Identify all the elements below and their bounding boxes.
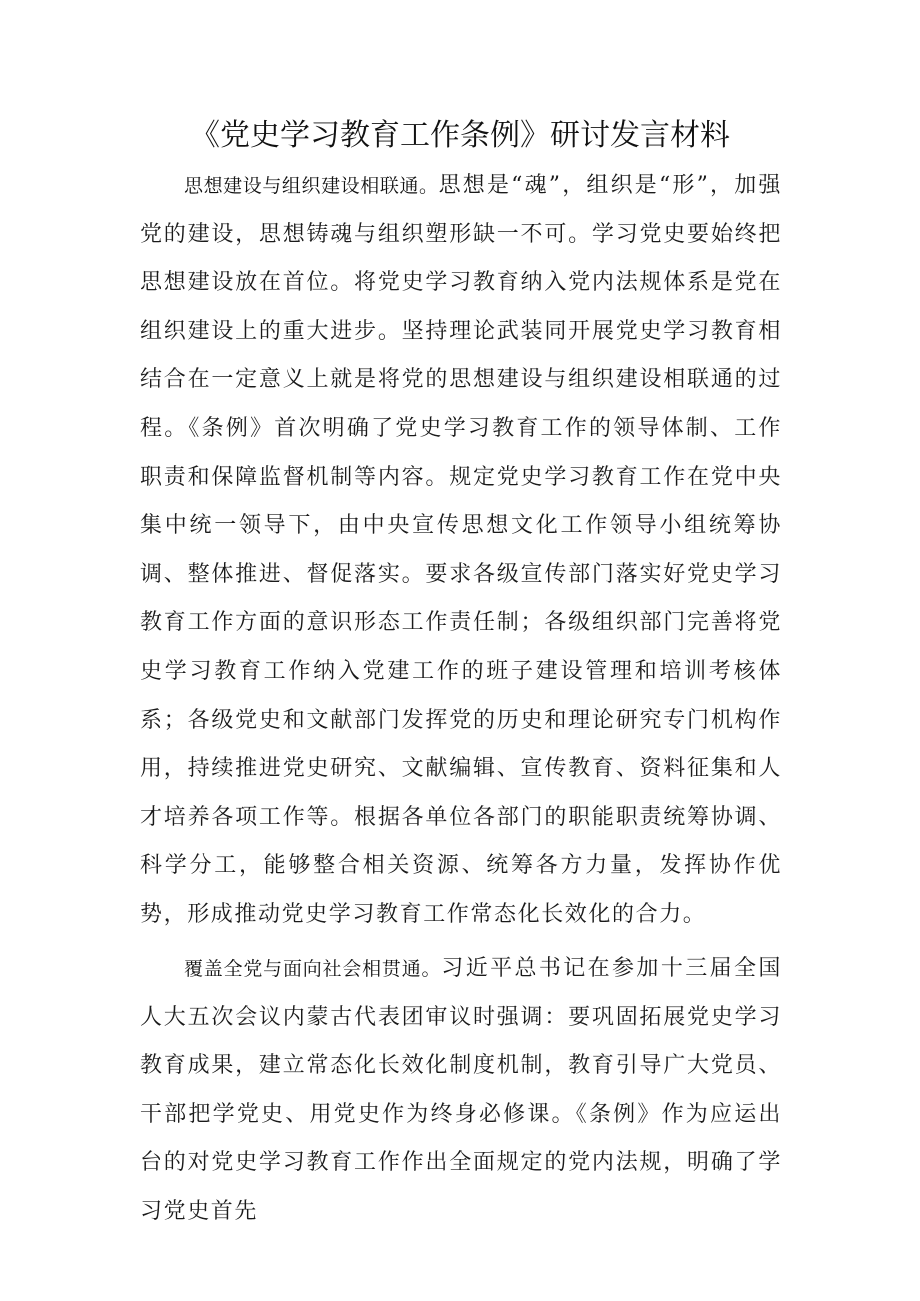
paragraph-ideology-organization: [140, 162, 782, 940]
document-title: 《党史学习教育工作条例》研讨发言材料: [190, 118, 730, 153]
paragraph-lead-heading: 思想建设与组织建设相联通。: [184, 175, 439, 197]
paragraph-lead-heading: 覆盖全党与面向社会相贯通。: [184, 958, 442, 980]
paragraph-body-text: 思想是“魂”，组织是“形”，加强党的建设，思想铸魂与组织塑形缺一不可。学习党史要始终把思想建设放在首位。将党史学习教育纳入党内法规体系是党在组织建设上的重大进步。坚持理论武装同开展党史学习教育相结合在一定意义上就是将党的思想建设与组织建设相联通的过程。《条例》首次明确了党史学习教育工作的领导体制、工作职责和保障监督机制等内容。规定党史学习教育工作在党中央集中统一领导下，由中央宣传思想文化工作领导小组统筹协调、整体推进、督促落实。要求各级宣传部门落实好党史学习教育工作方面的意识形态工作责任制；各级组织部门完善将党史学习教育工作纳入党建工作的班子建设管理和培训考核体系；各级党史和文献部门发挥党的历史和理论研究专门机构作用，持续推进党史研究、文献编辑、宣传教育、资料征集和人才培养各项工作等。根据各单位各部门的职能职责统筹协调、科学分工，能够整合相关资源、统筹各方力量，发挥协作优势，形成推动党史学习教育工作常态化长效化的合力。: [140, 173, 782, 927]
paragraph-body-text: 习近平总书记在参加十三届全国人大五次会议内蒙古代表团审议时强调：要巩固拓展党史学习教育成果，建立常态化长效化制度机制，教育引导广大党员、干部把学党史、用党史作为终身必修课。《条例》作为应运出台的对党史学习教育工作作出全面规定的党内法规，明确了学习党史首先: [140, 956, 782, 1224]
paragraph-party-society: [140, 945, 782, 1237]
